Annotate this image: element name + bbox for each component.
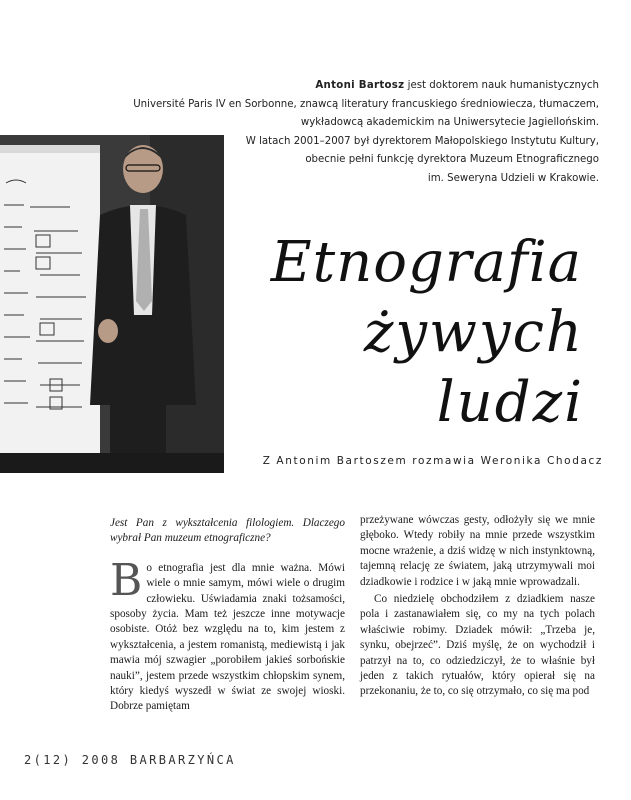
portrait-photo	[0, 135, 224, 473]
interview-question: Jest Pan z wykształcenia filologiem. Dlaczego wybrał Pan muzeum etnograficzne?	[110, 517, 345, 545]
title-line-2: żywych ludzi	[363, 300, 584, 435]
column-left	[110, 516, 345, 715]
paragraph-continued: przeżywane wówczas gesty, odłożyły się we mnie głęboko. Wtedy robiły na mnie przede wszystkim mocne wrażenie, a dziś widzę w nich instynktowną, tajemną relację ze światem, jaką utrzymywali moi dziadkowie i rodzice i w jaką mnie wprowadzali.	[360, 514, 595, 588]
portrait-photo-illustration	[0, 135, 224, 473]
bio-author-name: Antoni Bartosz	[315, 80, 405, 91]
answer-paragraph: Bo etnografia jest dla mnie ważna. Mówi wiele o mnie samym, mówi wiele o drugim człowieku. Uświadamia znaki tożsamości, sposoby życia. Mam też jeszcze inne motywacje osobiste. Otóż bez względu na to, kim jestem z wykształcenia, a jestem romanistą, mediewistą i jak mawia mój szwagier „porobiłem jakieś sorbońskie nauki”, jestem przede wszystkim chłopskim synem, który kiedyś wyszedł w świat ze swojej wioski. Dobrze pamiętam	[110, 554, 345, 713]
drop-cap: B	[110, 554, 143, 606]
bio-line-6: im. Seweryna Udzieli w Krakowie.	[427, 172, 599, 184]
bio-line-2: Université Paris IV en Sorbonne, znawcą literatury francuskiego średniowiecza, tłumaczem,	[133, 98, 599, 110]
title-line-1: Etnografia	[270, 230, 582, 295]
bio-line-5: obecnie pełni funkcję dyrektora Muzeum Etnograficznego	[305, 154, 599, 166]
article-title	[252, 228, 622, 438]
bio-line-1: Antoni Bartosz jest doktorem nauk humanistycznych	[315, 80, 599, 91]
byline: Z Antonim Bartoszem rozmawia Weronika Chodacz	[262, 455, 603, 467]
page-footer: 2(12) 2008 BARBARZYŃCA	[24, 753, 236, 767]
bio-line-3: wykładowcą akademickim na Uniwersytecie Jagiellońskim.	[300, 117, 599, 129]
bio-line-4: W latach 2001–2007 był dyrektorem Małopolskiego Instytutu Kultury,	[245, 135, 599, 147]
paragraph-2: Co niedzielę obchodziłem z dziadkiem nasze pola i zastanawiałem się, co my na tych polach właściwie robimy. Dziadek mówił: „Trzeba je, synku, obejrzeć”. Dziś myślę, że on wychodził i patrzył na to, co odziedziczył, że to właśnie był jeden z takich rytuałów, który opierał się na przekonaniu, że to, co się otrzymało, co się ma pod	[360, 593, 595, 698]
column-right	[360, 513, 595, 700]
